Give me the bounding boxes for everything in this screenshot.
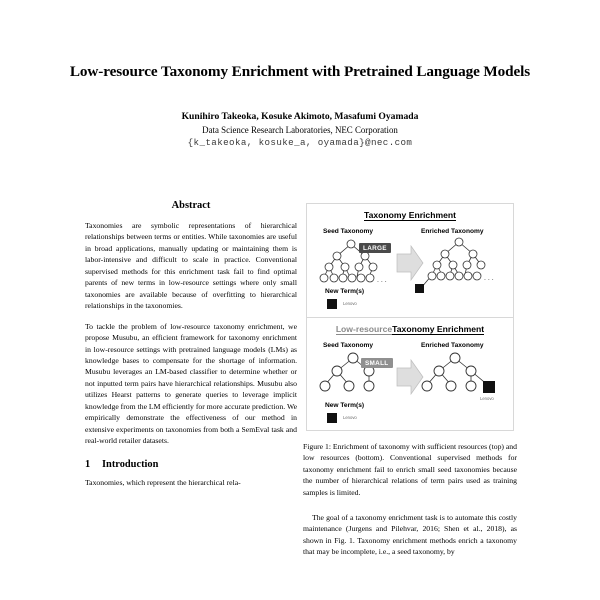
author-email: {k_takeoka, kosuke_a, oyamada}@nec.com xyxy=(187,137,413,148)
panel-bottom-new-terms-label: New Term(s) xyxy=(325,402,365,409)
section-title: Introduction xyxy=(102,458,159,470)
introduction-heading xyxy=(85,459,297,470)
panel-top-new-term-node xyxy=(415,284,424,293)
abstract-paragraph-1: Taxonomies are symbolic representations of hierarchical relationships between terms or entities. While taxonomies are useful in broad applications, manually updating or maintaining them is labor-intensive and difficult to scale in practice. Conventional supervised methods for this enrichment task fail to find optimal parents of new terms in low-resource settings where only small taxonomies are available because of overfitting to hierarchical relationships in the taxonomies. xyxy=(85,221,297,311)
author-list: Kunihiro Takeoka, Kosuke Akimoto, Masafumi Oyamada xyxy=(181,111,419,122)
panel-top-enriched-label: Enriched Taxonomy xyxy=(421,228,484,235)
panel-bottom-seed-label: Seed Taxonomy xyxy=(323,342,374,349)
panel-bottom-title-prefix: Low-resource xyxy=(335,324,393,334)
panel-top-new-terms-label: New Term(s) xyxy=(325,288,365,295)
figure-1 xyxy=(306,203,514,431)
panel-bottom-new-term-name: Lenovo xyxy=(343,415,357,420)
figure-caption: Figure 1: Enrichment of taxonomy with sufficient resources (top) and low resources (bottom). Conventional supervised methods for taxonomy enrichment fail to enrich small seed taxonomies because the number of hierarchical relations of term pairs used as training samples is limited. xyxy=(303,442,517,497)
panel-bottom-new-term-node xyxy=(483,381,495,393)
panel-top-title: Taxonomy Enrichment xyxy=(363,210,456,220)
section-number: 1 xyxy=(85,458,91,470)
panel-bottom-enriched-term-name: Lenovo xyxy=(480,396,494,401)
panel-top-enriched-tree xyxy=(307,204,515,318)
figure-panel-bottom xyxy=(307,318,513,432)
abstract-paragraph-2: To tackle the problem of low-resource taxonomy enrichment, we propose Musubu, an efficient framework for taxonomy enrichment in low-resource settings with pretrained language models (LMs) as knowledge bases to compensate for the shortage of information. Musubu leverages an LM-based classifier to determine whether or not inputted term pairs have hierarchical relationships. Musubu also utilizes Hearst patterns to generate queries to leverage implicit knowledge from the LM efficiently for more accurate prediction. We empirically demonstrate the effectiveness of our method in extensive experiments on taxonomies from both a SemEval task and real-world retailer datasets. xyxy=(85,321,297,446)
right-column xyxy=(303,441,517,567)
abstract-heading: Abstract xyxy=(171,200,211,211)
left-column xyxy=(85,200,297,497)
panel-top-seed-label: Seed Taxonomy xyxy=(323,228,374,235)
panel-bottom-legend-swatch xyxy=(327,413,337,423)
panel-top-legend-swatch xyxy=(327,299,337,309)
panel-bottom-title-main: Taxonomy Enrichment xyxy=(392,324,485,334)
panel-top-new-term-name: Lenovo xyxy=(343,301,357,306)
figure-panel-top xyxy=(307,204,513,318)
page-title: Low-resource Taxonomy Enrichment with Pretrained Language Models xyxy=(69,63,531,80)
affiliation: Data Science Research Laboratories, NEC Corporation xyxy=(202,125,398,135)
introduction-paragraph-1: Taxonomies, which represent the hierarchical rela- xyxy=(85,477,241,487)
panel-bottom-enriched-tree xyxy=(307,318,515,432)
right-column-paragraph-1: The goal of a taxonomy enrichment task is to automate this costly maintenance (Jurgens and Pilehvar, 2016; Shen et al., 2018), as shown in Fig. 1. Taxonomy enrichment methods enrich a taxonomy that may be incomplete, i.e., a seed taxonomy, by xyxy=(303,513,517,557)
panel-top-seed-ellipsis: . . . xyxy=(377,277,387,284)
panel-top-size-badge: LARGE xyxy=(359,243,391,253)
panel-bottom-size-badge: SMALL xyxy=(361,358,393,368)
panel-bottom-enriched-label: Enriched Taxonomy xyxy=(421,342,484,349)
panel-top-enriched-ellipsis: . . . xyxy=(484,275,494,282)
